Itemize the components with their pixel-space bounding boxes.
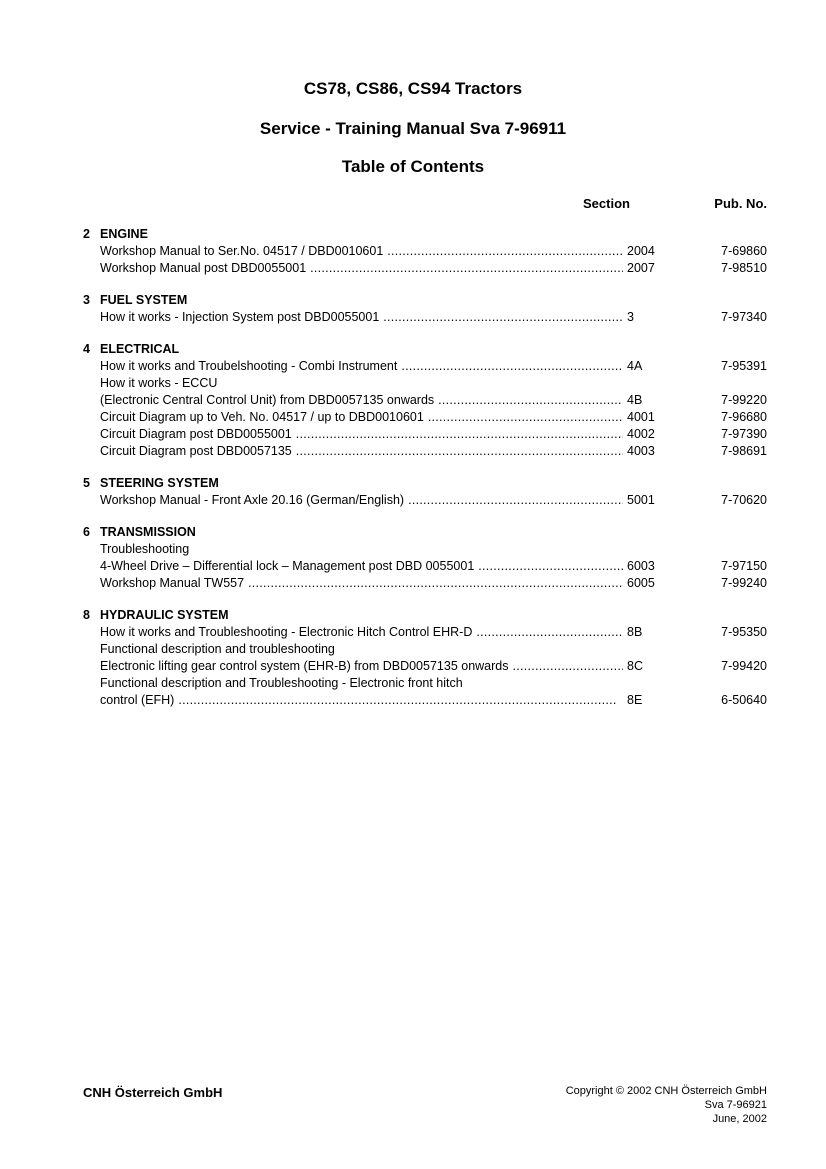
toc-entry xyxy=(83,492,767,509)
toc-leader-dots xyxy=(383,309,623,326)
toc-leader-dots xyxy=(428,409,623,426)
toc-entry xyxy=(83,658,767,675)
toc-heading: Table of Contents xyxy=(341,157,485,176)
column-header-section: Section xyxy=(583,196,630,211)
toc-leader-dots xyxy=(476,624,623,641)
toc-group-number: 3 xyxy=(83,293,90,307)
toc-entry-text: Workshop Manual - Front Axle 20.16 (German/English) xyxy=(100,493,405,507)
toc-group-label: ELECTRICAL xyxy=(100,342,180,356)
toc-entry-pub-no: 7-98510 xyxy=(721,261,767,275)
toc-entry-text: Electronic lifting gear control system (EHR-B) from DBD0057135 onwards xyxy=(100,659,509,673)
toc-group-number: 5 xyxy=(83,476,90,490)
toc-entry-pub-no: 7-95391 xyxy=(721,359,767,373)
toc-entry-pub-no xyxy=(687,641,767,658)
toc-entry-pub-no: 7-97150 xyxy=(721,559,767,573)
toc-entry-pub-no xyxy=(687,675,767,692)
toc-entry xyxy=(83,309,767,326)
toc-entry-text: (Electronic Central Control Unit) from DBD0057135 onwards xyxy=(100,393,435,407)
footer-copyright: Copyright © 2002 CNH Österreich GmbH xyxy=(565,1085,767,1097)
toc-entry-pub-no xyxy=(687,541,767,558)
toc-entry-pub-no: 7-97390 xyxy=(721,427,767,441)
toc-entry-text: How it works - ECCU xyxy=(100,376,218,390)
footer-company: CNH Österreich GmbH xyxy=(83,1085,223,1100)
toc-leader-dots xyxy=(310,260,623,277)
toc-entry-text: Workshop Manual to Ser.No. 04517 / DBD0010601 xyxy=(100,244,384,258)
toc-group-title xyxy=(83,226,767,243)
toc-leader-dots xyxy=(478,558,623,575)
toc-entry-section xyxy=(627,541,687,558)
toc-entry xyxy=(83,409,767,426)
toc-entry xyxy=(83,375,767,392)
toc-entry-text: control (EFH) xyxy=(100,693,175,707)
toc-group-title xyxy=(83,524,767,541)
toc-entry-section: 6005 xyxy=(627,576,655,590)
toc-leader-dots xyxy=(296,443,623,460)
toc-entry-section: 6003 xyxy=(627,559,655,573)
document-title: CS78, CS86, CS94 Tractors xyxy=(303,79,523,98)
toc-entry-text: Troubleshooting xyxy=(100,542,190,556)
toc-entry xyxy=(83,260,767,277)
toc-entry-text: 4-Wheel Drive – Differential lock – Management post DBD 0055001 xyxy=(100,559,475,573)
toc-group-label: HYDRAULIC SYSTEM xyxy=(100,608,229,622)
toc-entry-section xyxy=(627,375,687,392)
toc-entry xyxy=(83,426,767,443)
toc-group-title xyxy=(83,607,767,624)
toc-entry-section: 8E xyxy=(627,693,643,707)
toc-group-number: 8 xyxy=(83,608,90,622)
footer-sva: Sva 7-96921 xyxy=(704,1099,767,1111)
toc-entry-pub-no: 6-50640 xyxy=(721,693,767,707)
toc-entry-section: 2004 xyxy=(627,244,655,258)
toc-entry-pub-no: 7-96680 xyxy=(721,410,767,424)
toc-group-title xyxy=(83,292,767,309)
toc-entry-pub-no: 7-70620 xyxy=(721,493,767,507)
toc-entry xyxy=(83,692,767,709)
toc-group xyxy=(83,226,767,277)
toc-entry-text: Workshop Manual TW557 xyxy=(100,576,245,590)
toc-entry-text: Circuit Diagram up to Veh. No. 04517 / up to DBD0010601 xyxy=(100,410,424,424)
toc-entry-text: Functional description and troubleshooting xyxy=(100,642,335,656)
toc-entry-pub-no: 7-99220 xyxy=(721,393,767,407)
toc-group-label: STEERING SYSTEM xyxy=(100,476,219,490)
toc-entry-text: Circuit Diagram post DBD0055001 xyxy=(100,427,292,441)
toc-entry xyxy=(83,541,767,558)
toc-entry-text: Circuit Diagram post DBD0057135 xyxy=(100,444,292,458)
toc-leader-dots xyxy=(408,492,623,509)
toc-entry-section: 8B xyxy=(627,625,643,639)
footer-date: June, 2002 xyxy=(712,1113,767,1125)
toc-entry-section: 4003 xyxy=(627,444,655,458)
toc-entry-section: 3 xyxy=(627,310,634,324)
toc-entry-section: 4B xyxy=(627,393,643,407)
toc-entry-text: How it works and Troubelshooting - Combi Instrument xyxy=(100,359,398,373)
toc-entry-text: Workshop Manual post DBD0055001 xyxy=(100,261,307,275)
toc-leader-dots xyxy=(513,658,624,675)
toc-entry-section: 2007 xyxy=(627,261,655,275)
toc-leader-dots xyxy=(401,358,623,375)
toc-group-number: 2 xyxy=(83,227,90,241)
toc-entry xyxy=(83,575,767,592)
toc-leader-dots xyxy=(296,426,623,443)
toc-entry-section: 4A xyxy=(627,359,643,373)
toc-entry-section: 5001 xyxy=(627,493,655,507)
toc-entry xyxy=(83,392,767,409)
toc-leader-dots xyxy=(178,692,623,709)
toc-entry-pub-no: 7-69860 xyxy=(721,244,767,258)
toc-group-label: FUEL SYSTEM xyxy=(100,293,188,307)
toc-entry xyxy=(83,641,767,658)
document-subtitle: Service - Training Manual Sva 7-96911 xyxy=(259,119,567,138)
footer-info xyxy=(566,1084,767,1126)
toc-entry-pub-no: 7-95350 xyxy=(721,625,767,639)
table-of-contents xyxy=(83,226,767,724)
toc-leader-dots xyxy=(438,392,623,409)
toc-group-label: ENGINE xyxy=(100,227,148,241)
toc-leader-dots xyxy=(387,243,623,260)
toc-entry-section: 4002 xyxy=(627,427,655,441)
toc-group xyxy=(83,475,767,509)
toc-entry-section xyxy=(627,675,687,692)
toc-entry-section xyxy=(627,641,687,658)
toc-entry-pub-no: 7-97340 xyxy=(721,310,767,324)
toc-group xyxy=(83,607,767,709)
toc-entry-pub-no: 7-99420 xyxy=(721,659,767,673)
toc-entry-pub-no: 7-99240 xyxy=(721,576,767,590)
toc-entry xyxy=(83,558,767,575)
toc-entry xyxy=(83,443,767,460)
toc-group xyxy=(83,524,767,592)
toc-entry-pub-no xyxy=(687,375,767,392)
toc-entry-pub-no: 7-98691 xyxy=(721,444,767,458)
toc-entry-text: How it works - Injection System post DBD0055001 xyxy=(100,310,380,324)
toc-entry xyxy=(83,675,767,692)
toc-entry-section: 4001 xyxy=(627,410,655,424)
toc-group-title xyxy=(83,341,767,358)
toc-entry xyxy=(83,624,767,641)
toc-group-title xyxy=(83,475,767,492)
toc-entry-section: 8C xyxy=(627,659,643,673)
toc-leader-dots xyxy=(248,575,623,592)
toc-entry-text: Functional description and Troubleshooting - Electronic front hitch xyxy=(100,676,463,690)
toc-group-number: 4 xyxy=(83,342,90,356)
column-header-pub-no: Pub. No. xyxy=(714,196,767,211)
toc-group xyxy=(83,341,767,460)
toc-group xyxy=(83,292,767,326)
toc-entry xyxy=(83,243,767,260)
toc-entry-text: How it works and Troubleshooting - Electronic Hitch Control EHR-D xyxy=(100,625,473,639)
toc-group-number: 6 xyxy=(83,525,90,539)
toc-group-label: TRANSMISSION xyxy=(100,525,196,539)
toc-entry xyxy=(83,358,767,375)
